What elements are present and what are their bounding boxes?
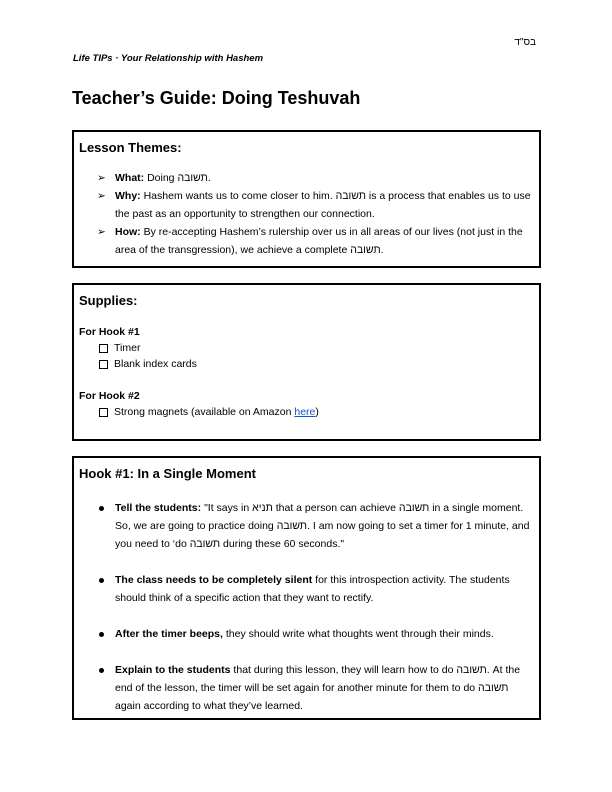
hook1-heading: Hook #1: In a Single Moment	[79, 466, 256, 481]
amazon-link[interactable]: here	[294, 406, 316, 418]
supply-text	[114, 404, 319, 420]
supplies-box	[72, 283, 541, 441]
lesson-themes-box	[72, 130, 541, 268]
hook1-item-text: for this introspection activity. The students should think of a specific action that they want to rectify.	[115, 574, 510, 604]
arrow-bullet-icon: ➢	[97, 172, 106, 184]
hook1-item-text: they should write what thoughts went through their minds.	[222, 628, 494, 640]
hook1-item-label: Tell the students:	[115, 502, 202, 514]
theme-label: How:	[115, 226, 141, 238]
hook1-item-label: The class needs to be completely silent	[115, 574, 313, 586]
supply-item	[99, 404, 534, 420]
supplies-heading: Supplies:	[79, 293, 138, 308]
arrow-bullet-icon: ➢	[97, 226, 106, 238]
hook1-item	[97, 499, 534, 553]
theme-item-why	[97, 187, 534, 223]
checkbox[interactable]	[99, 360, 108, 369]
bullet-icon	[99, 578, 104, 583]
bullet-icon	[99, 506, 104, 511]
theme-text: By re-accepting Hashem’s rulership over us in all areas of our lives (not just in the area of the transgression), we achieve a complete תשובה.	[115, 226, 523, 256]
theme-item-how	[97, 223, 534, 259]
checkbox[interactable]	[99, 408, 108, 417]
hook1-item-text: "It says in תניא that a person can achieve תשובה in a single moment. So, we are going to practice doing תשובה. I am now going to set a timer for 1 minute, and you need to ‘do תשובה during these 60 seconds."	[115, 502, 530, 550]
hook2-supplies-list	[79, 404, 534, 420]
theme-text: Hashem wants us to come closer to him. תשובה is a process that enables us to use the past as an opportunity to strengthen our connection.	[115, 190, 531, 220]
hook1-supplies-label: For Hook #1	[79, 326, 140, 338]
hook1-list	[79, 499, 534, 715]
supply-item	[99, 356, 534, 372]
supply-text-prefix: Strong magnets (available on Amazon	[114, 406, 295, 418]
hook1-item-label: After the timer beeps,	[115, 628, 223, 640]
hook1-item	[97, 625, 534, 643]
hook1-item-text: that during this lesson, they will learn how to do תשובה. At the end of the lesson, the timer will be set again for another minute for them to do תשובה again according to what they’ve learned.	[115, 664, 521, 712]
hook1-item-label: Explain to the students	[115, 664, 231, 676]
supply-text: Timer	[114, 342, 141, 354]
supply-text-suffix: )	[315, 406, 319, 418]
hook1-box	[72, 456, 541, 720]
hook1-supplies-list	[79, 340, 534, 372]
theme-item-what	[97, 169, 534, 187]
hook1-item	[97, 661, 534, 715]
themes-list	[79, 169, 534, 259]
checkbox[interactable]	[99, 344, 108, 353]
supply-text: Blank index cards	[114, 358, 197, 370]
hook1-item	[97, 571, 534, 607]
theme-text: Doing תשובה.	[144, 172, 211, 184]
theme-label: Why:	[115, 190, 141, 202]
bsd-header: בס"ד	[514, 37, 536, 48]
bullet-icon	[99, 632, 104, 637]
lesson-themes-heading: Lesson Themes:	[79, 140, 182, 155]
hook2-supplies-label: For Hook #2	[79, 390, 140, 402]
bullet-icon	[99, 668, 104, 673]
page-title: Teacher’s Guide: Doing Teshuvah	[72, 88, 361, 108]
theme-label: What:	[115, 172, 145, 184]
series-header: Life TIPs · Your Relationship with Hashem	[73, 53, 264, 64]
arrow-bullet-icon: ➢	[97, 190, 106, 202]
supply-item	[99, 340, 534, 356]
